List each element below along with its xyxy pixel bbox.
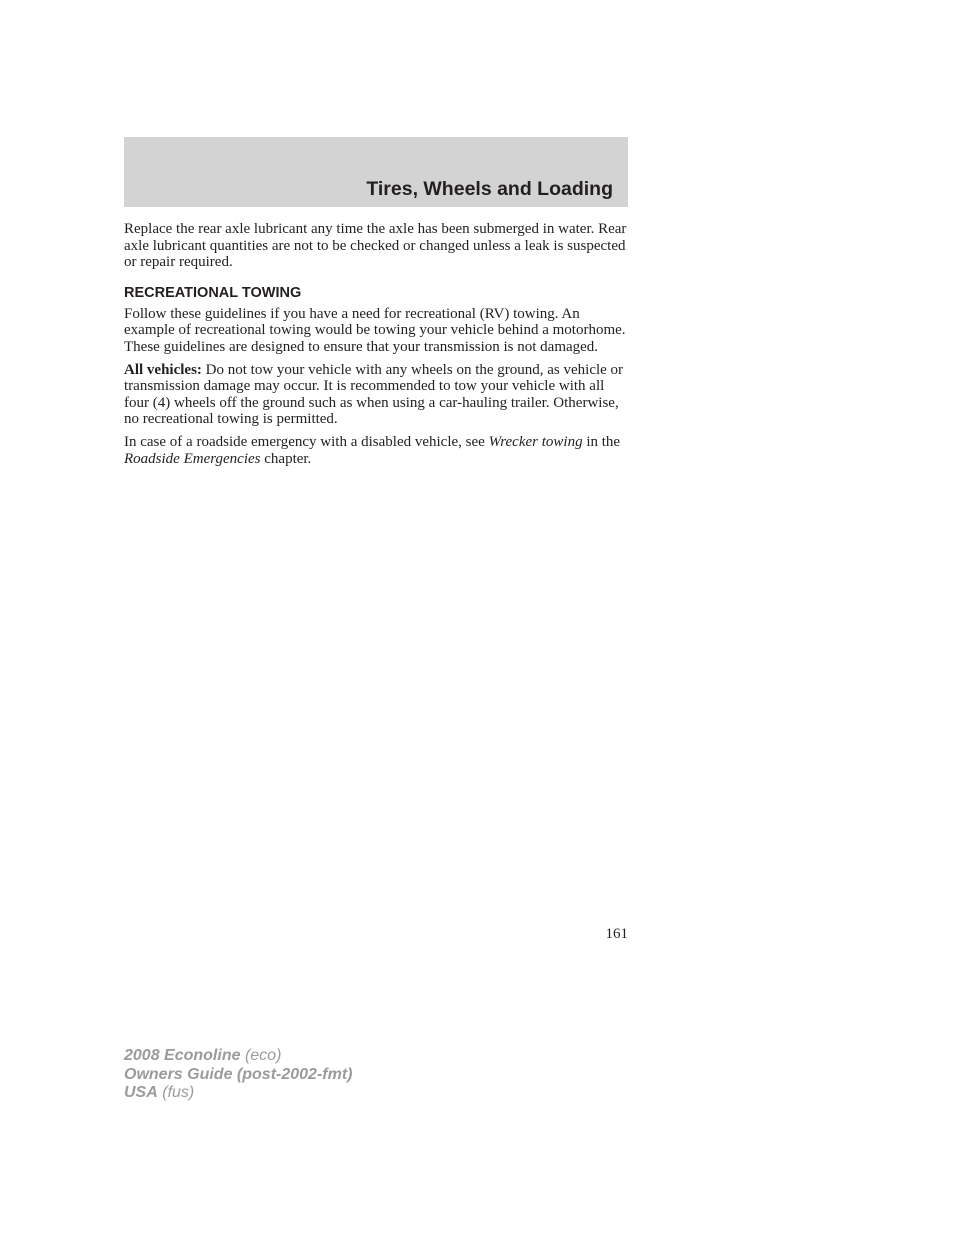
roadside-emergencies-reference: Roadside Emergencies	[124, 450, 261, 467]
footer-line-2	[124, 1066, 352, 1085]
page-number: 161	[605, 926, 628, 942]
emergency-paragraph	[124, 434, 628, 467]
emergency-prefix: In case of a roadside emergency with a disabled vehicle, see	[124, 433, 485, 450]
footer-imprint	[124, 1047, 352, 1103]
footer-model-code: (eco)	[244, 1047, 282, 1064]
footer-line-1	[124, 1047, 352, 1066]
wrecker-towing-reference: Wrecker towing	[488, 433, 583, 450]
section-heading-recreational-towing: RECREATIONAL TOWING	[124, 284, 302, 301]
footer-guide: Owners Guide (post-2002-fmt)	[124, 1065, 353, 1083]
footer-line-3	[124, 1084, 352, 1103]
all-vehicles-label: All vehicles:	[124, 361, 202, 378]
all-vehicles-text: Do not tow your vehicle with any wheels on the ground, as vehicle or transmission damage may occur. It is recommended to tow your vehicle with all four (4) wheels off the ground such as when using a car-hauling trailer. Otherwise, no recreational towing is permitted.	[124, 361, 624, 428]
footer-market: USA	[124, 1084, 158, 1101]
chapter-header-band	[124, 137, 628, 207]
emergency-mid: in the	[586, 433, 621, 450]
chapter-title: Tires, Wheels and Loading	[366, 178, 613, 200]
page-content	[124, 221, 628, 473]
guidelines-paragraph: Follow these guidelines if you have a need for recreational (RV) towing. An example of recreational towing would be towing your vehicle behind a motorhome. These guidelines are designed to ensure that your transmission is not damaged.	[124, 305, 626, 355]
footer-model: 2008 Econoline	[124, 1047, 241, 1064]
emergency-suffix: chapter.	[264, 450, 312, 467]
footer-market-code: (fus)	[162, 1084, 195, 1101]
all-vehicles-paragraph	[124, 362, 628, 428]
intro-paragraph: Replace the rear axle lubricant any time the axle has been submerged in water. Rear axle lubricant quantities are not to be checked or changed unless a leak is suspected or repair required.	[124, 221, 627, 271]
